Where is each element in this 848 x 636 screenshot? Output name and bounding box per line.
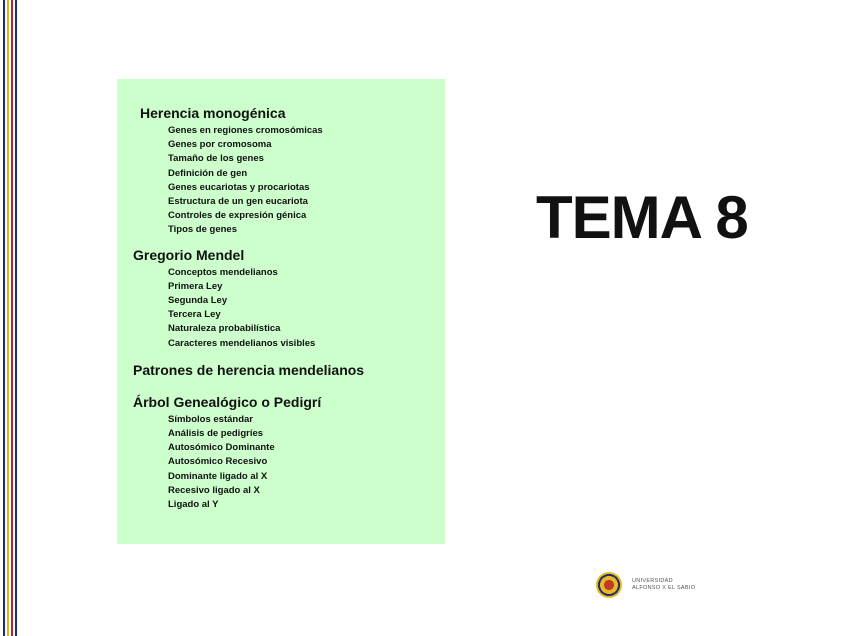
list-item: Recesivo ligado al X bbox=[168, 484, 260, 496]
list-item: Caracteres mendelianos visibles bbox=[168, 337, 316, 349]
list-item: Segunda Ley bbox=[168, 295, 228, 307]
list-item: Conceptos mendelianos bbox=[168, 266, 278, 278]
border-stripe-navy-inner bbox=[15, 0, 17, 636]
section-title: Gregorio Mendel bbox=[133, 246, 245, 263]
border-stripe-red bbox=[11, 0, 13, 636]
list-item: Autosómico Recesivo bbox=[168, 456, 268, 468]
logo-line-2: ALFONSO X EL SABIO bbox=[632, 585, 696, 591]
list-item: Naturaleza probabilística bbox=[168, 323, 281, 335]
list-item: Análisis de pedigríes bbox=[168, 428, 264, 440]
list-item: Tamaño de los genes bbox=[168, 153, 264, 165]
section-item-list bbox=[117, 124, 445, 238]
logo-line-1: UNIVERSIDAD bbox=[632, 578, 673, 584]
list-item: Tipos de genes bbox=[168, 224, 237, 236]
university-logo bbox=[596, 571, 706, 599]
section-title: Patrones de herencia mendelianos bbox=[133, 361, 365, 378]
list-item: Genes en regiones cromosómicas bbox=[168, 125, 323, 136]
list-item: Genes por cromosoma bbox=[168, 139, 272, 151]
section-item-list bbox=[117, 266, 445, 351]
section-title: Herencia monogénica bbox=[140, 105, 286, 121]
section-gregorio-mendel bbox=[117, 247, 445, 351]
list-item: Controles de expresión génica bbox=[168, 210, 307, 222]
border-stripe-navy bbox=[3, 0, 5, 636]
list-item: Símbolos estándar bbox=[168, 413, 253, 425]
section-item-list bbox=[117, 413, 445, 512]
list-item: Dominante ligado al X bbox=[168, 470, 268, 482]
list-item: Ligado al Y bbox=[168, 499, 219, 511]
list-item: Estructura de un gen eucariota bbox=[168, 196, 308, 208]
border-stripe-gold bbox=[7, 0, 9, 636]
list-item: Primera Ley bbox=[168, 280, 223, 292]
list-item: Genes eucariotas y procariotas bbox=[168, 181, 310, 193]
list-item: Definición de gen bbox=[168, 167, 248, 179]
table-of-contents bbox=[117, 79, 445, 544]
section-herencia-monogenica bbox=[117, 105, 445, 238]
section-arbol-genealogico bbox=[117, 394, 445, 512]
university-seal-icon bbox=[596, 572, 622, 598]
section-title: Árbol Genealógico o Pedigrí bbox=[133, 393, 322, 410]
section-patrones-herencia bbox=[117, 362, 445, 379]
logo-text bbox=[632, 578, 695, 592]
list-item: Tercera Ley bbox=[168, 309, 221, 321]
list-item: Autosómico Dominante bbox=[168, 442, 275, 454]
slide-title: TEMA 8 bbox=[536, 184, 748, 251]
